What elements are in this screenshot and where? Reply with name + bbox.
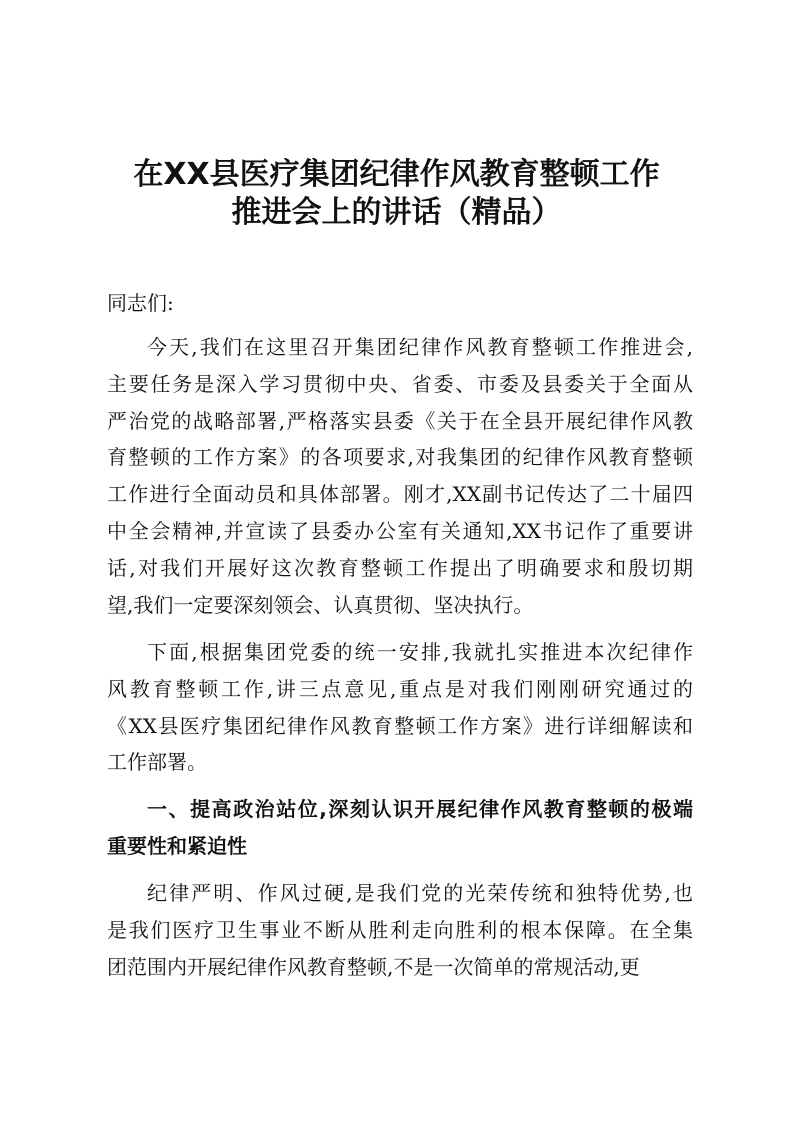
paragraph-line: 严治党的战略部署,严格落实县委《关于在全县开展纪律作风教 bbox=[107, 408, 693, 433]
paragraph-line: 主要任务是深入学习贯彻中央、省委、市委及县委关于全面从 bbox=[107, 371, 693, 396]
paragraph-line: 中全会精神,并宣读了县委办公室有关通知,XX书记作了重要讲 bbox=[107, 519, 693, 543]
paragraph-line: 《XX县医疗集团纪律作风教育整顿工作方案》进行详细解读和 bbox=[107, 713, 693, 738]
paragraph-line: 话,对我们开展好这次教育整顿工作提出了明确要求和殷切期 bbox=[107, 555, 693, 580]
paragraph-line: 下面,根据集团党委的统一安排,我就扎实推进本次纪律作 bbox=[147, 640, 693, 664]
document-title-line-2: 推进会上的讲话（精品） bbox=[231, 195, 562, 230]
section-heading-line: 重要性和紧迫性 bbox=[107, 833, 247, 858]
paragraph-line: 风教育整顿工作,讲三点意见,重点是对我们刚刚研究通过的 bbox=[107, 676, 693, 701]
paragraph-line: 育整顿的工作方案》的各项要求,对我集团的纪律作风教育整顿 bbox=[107, 445, 693, 470]
document-title-line-1: 在XX县医疗集团纪律作风教育整顿工作 bbox=[133, 157, 660, 192]
paragraph-line: 是我们医疗卫生事业不断从胜利走向胜利的根本保障。在全集 bbox=[107, 917, 693, 942]
salutation: 同志们: bbox=[107, 291, 174, 315]
section-heading-line: 一、提高政治站位,深刻认识开展纪律作风教育整顿的极端 bbox=[147, 797, 693, 821]
paragraph-line: 望,我们一定要深刻领会、认真贯彻、坚决执行。 bbox=[107, 592, 534, 617]
paragraph-line: 团范围内开展纪律作风教育整顿,不是一次简单的常规活动,更 bbox=[107, 954, 640, 979]
paragraph-line: 工作部署。 bbox=[107, 750, 207, 775]
paragraph-line: 工作进行全面动员和具体部署。刚才,XX副书记传达了二十届四 bbox=[107, 482, 693, 507]
paragraph-line: 今天,我们在这里召开集团纪律作风教育整顿工作推进会, bbox=[147, 335, 693, 359]
paragraph-line: 纪律严明、作风过硬,是我们党的光荣传统和独特优势,也 bbox=[147, 881, 693, 905]
